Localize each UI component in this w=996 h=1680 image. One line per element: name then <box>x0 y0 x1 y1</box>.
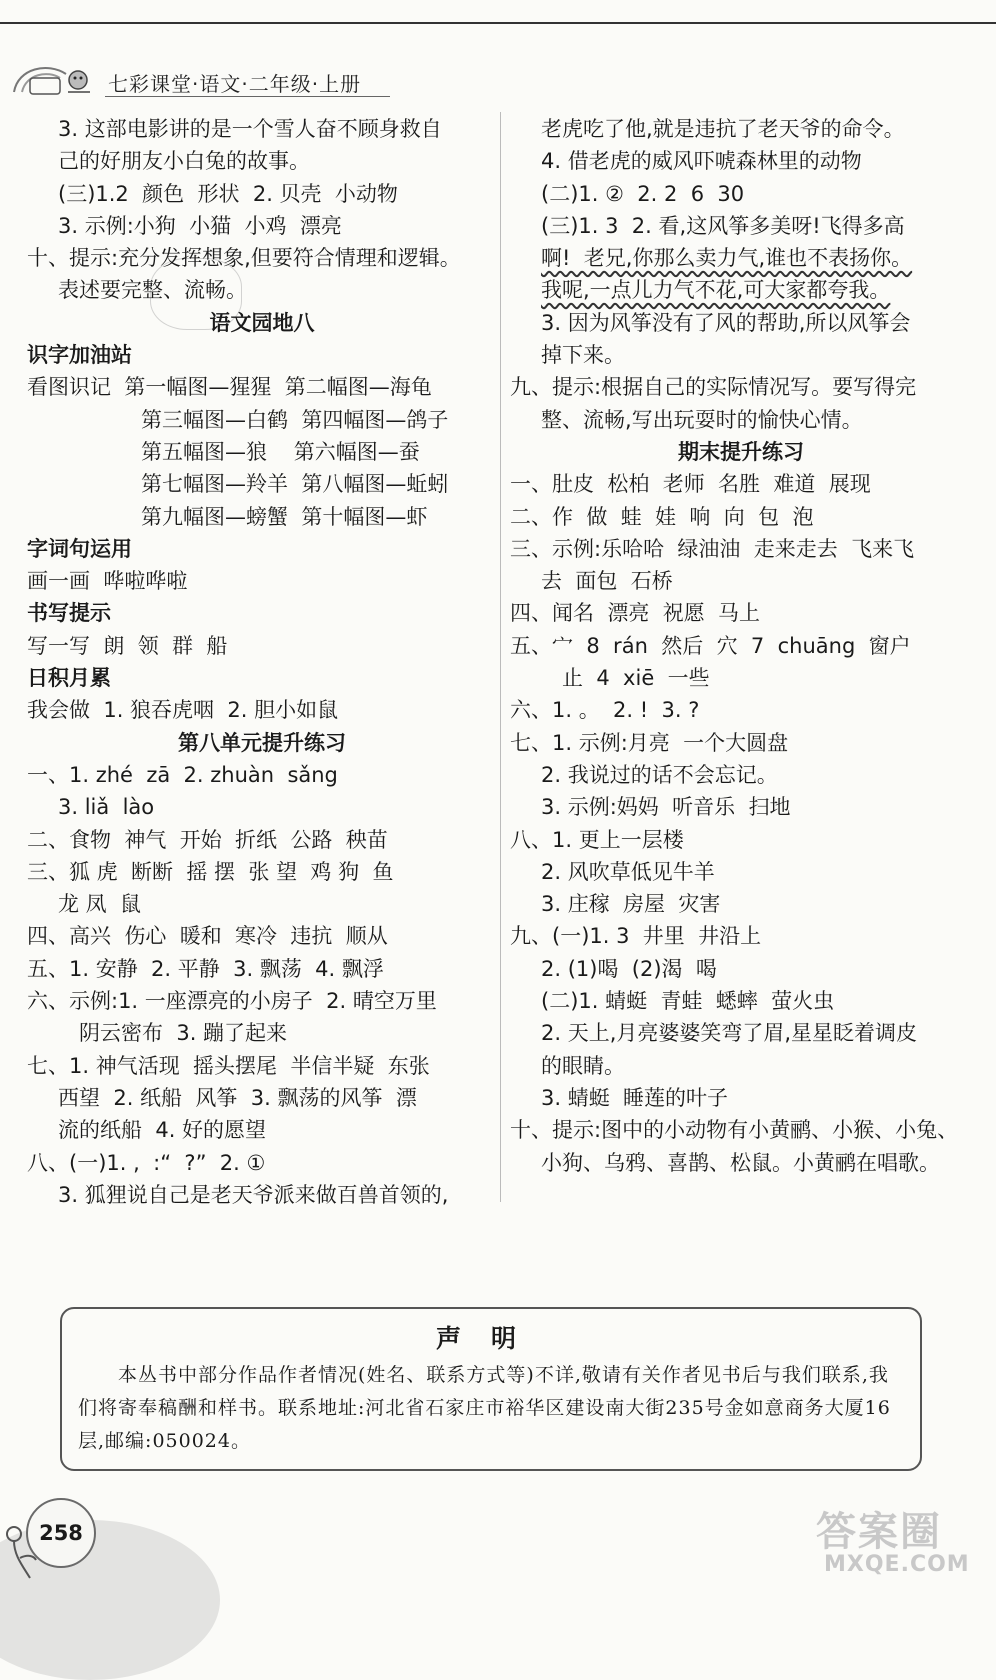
answer-line: 识字加油站 <box>27 343 132 368</box>
answer-line: 3. 庄稼 房屋 灾害 <box>541 892 721 917</box>
answer-line: 八、(一)1. , :“ ?” 2. ① <box>27 1150 266 1175</box>
answer-line: 四、高兴 伤心 暖和 寒冷 违抗 顺从 <box>27 924 388 949</box>
header-underline <box>105 96 390 97</box>
answer-line: 2. 天上,月亮婆婆笑弯了眉,星星眨着调皮 <box>541 1021 918 1046</box>
answer-line: 止 4 xiē 一些 <box>562 666 710 691</box>
left-column <box>27 113 497 1211</box>
answer-line: 期末提升练习 <box>678 439 804 464</box>
answer-line: 我会做 1. 狼吞虎咽 2. 胆小如鼠 <box>27 698 339 723</box>
answer-line: 字词句运用 <box>27 536 132 561</box>
answer-line: 3. 示例:小狗 小猫 小鸡 漂亮 <box>58 213 342 238</box>
answer-line: 表述要完整、流畅。 <box>58 278 247 303</box>
answer-line: (三)1.2 颜色 形状 2. 贝壳 小动物 <box>58 181 398 206</box>
answer-line: 去 面包 石桥 <box>541 569 673 594</box>
answer-line: 五、宀 8 rán 然后 穴 7 chuāng 窗户 <box>510 633 911 658</box>
answer-line: 3. 蜻蜓 睡莲的叶子 <box>541 1085 729 1110</box>
right-column <box>510 113 972 1179</box>
page-number: 258 <box>26 1498 96 1568</box>
notice-body: 本丛书中部分作品作者情况(姓名、联系方式等)不详,敬请有关作者见书后与我们联系,我们将寄奉稿酬和样书。联系地址:河北省石家庄市裕华区建设南大街235号金如意商务大厦16层,邮编:050024。 <box>78 1364 891 1452</box>
answer-line: 八、1. 更上一层楼 <box>510 827 684 852</box>
answer-line: 龙 凤 鼠 <box>58 892 142 917</box>
answer-line: 看图识记 第一幅图—猩猩 第二幅图—海龟 <box>27 375 432 400</box>
answer-line: 2. (1)喝 (2)渴 喝 <box>541 956 717 981</box>
answer-line: 2. 风吹草低见牛羊 <box>541 859 715 884</box>
answer-line: 第五幅图—狼 第六幅图—蚕 <box>141 439 420 464</box>
answer-line: (三)1. 3 2. 看,这风筝多美呀!飞得多高 <box>541 213 905 238</box>
answer-line: 四、闻名 漂亮 祝愿 马上 <box>510 601 761 626</box>
notice-title: 声明 <box>435 1324 546 1353</box>
answer-line: 西望 2. 纸船 风筝 3. 飘荡的风筝 漂 <box>58 1085 417 1110</box>
answer-line: 九、(一)1. 3 井里 井沿上 <box>510 924 762 949</box>
answer-line: 九、提示:根据自己的实际情况写。要写得完 <box>510 375 917 400</box>
answer-line: 掉下来。 <box>541 343 625 368</box>
answer-line: 六、1. 。 2. ! 3. ? <box>510 698 700 723</box>
answer-line: 二、食物 神气 开始 折纸 公路 秧苗 <box>27 827 388 852</box>
answer-line: 老虎吃了他,就是违抗了老天爷的命令。 <box>541 117 905 141</box>
watermark <box>810 1500 990 1590</box>
column-divider <box>500 112 501 1202</box>
answer-line: 画一画 哗啦哗啦 <box>27 569 188 594</box>
answer-line: 3. 因为风筝没有了风的帮助,所以风筝会 <box>541 310 911 335</box>
answer-line: 十、提示:图中的小动物有小黄鹂、小猴、小兔、 <box>510 1118 959 1143</box>
answer-line: (二)1. 蜻蜓 青蛙 蟋蟀 萤火虫 <box>541 989 835 1014</box>
watermark-line1: 答案圈 <box>816 1509 942 1555</box>
answer-line: 3. 这部电影讲的是一个雪人奋不顾身救自 <box>58 117 442 141</box>
answer-line: 第三幅图—白鹤 第四幅图—鸽子 <box>141 407 449 432</box>
answer-line: 一、1. zhé zā 2. zhuàn sǎng <box>27 762 338 787</box>
watermark-line2: MXQE.COM <box>824 1552 970 1577</box>
rainbow-logo-icon <box>8 58 103 98</box>
answer-line: 啊! 老兄,你那么卖力气,谁也不表扬你。 <box>541 246 913 271</box>
answer-line: 七、1. 示例:月亮 一个大圆盘 <box>510 730 789 755</box>
answer-line: 的眼睛。 <box>541 1053 625 1078</box>
answer-line: 我呢,一点儿力气不花,可大家都夸我。 <box>541 278 891 303</box>
answer-line: 第九幅图—螃蟹 第十幅图—虾 <box>141 504 428 529</box>
answer-line: 语文园地八 <box>209 310 315 335</box>
answer-line: 一、肚皮 松柏 老师 名胜 难道 展现 <box>510 472 871 497</box>
answer-line: 日积月累 <box>27 666 111 691</box>
answer-line: 二、作 做 蛙 娃 响 向 包 泡 <box>510 504 814 529</box>
answer-line: 三、狐 虎 断断 摇 摆 张 望 鸡 狗 鱼 <box>27 859 394 884</box>
answer-line: 十、提示:充分发挥想象,但要符合情理和逻辑。 <box>27 246 461 271</box>
answer-line: 书写提示 <box>27 601 111 626</box>
answer-line: 己的好朋友小白兔的故事。 <box>58 149 310 174</box>
notice-box <box>60 1307 922 1471</box>
answer-line: 3. 示例:妈妈 听音乐 扫地 <box>541 795 791 820</box>
answer-line: 整、流畅,写出玩耍时的愉快心情。 <box>541 407 863 432</box>
answer-line: 小狗、乌鸦、喜鹊、松鼠。小黄鹂在唱歌。 <box>541 1150 940 1175</box>
answer-line: 第八单元提升练习 <box>178 730 346 755</box>
answer-line: 流的纸船 4. 好的愿望 <box>58 1118 267 1143</box>
answer-line: 七、1. 神气活现 摇头摆尾 半信半疑 东张 <box>27 1053 430 1078</box>
answer-line: 六、示例:1. 一座漂亮的小房子 2. 晴空万里 <box>27 989 437 1014</box>
answer-line: 三、示例:乐哈哈 绿油油 走来走去 飞来飞 <box>510 536 915 561</box>
answer-line: 3. liǎ lào <box>58 795 155 820</box>
answer-line: (二)1. ② 2. 2 6 30 <box>541 181 745 206</box>
answer-line: 第七幅图—羚羊 第八幅图—蚯蚓 <box>141 472 449 497</box>
answer-line: 4. 借老虎的威风吓唬森林里的动物 <box>541 149 862 174</box>
header-title: 七彩课堂·语文·二年级·上册 <box>108 72 362 96</box>
page-header <box>0 58 996 98</box>
answer-line: 3. 狐狸说自己是老天爷派来做百兽首领的, <box>58 1182 449 1207</box>
answer-line: 五、1. 安静 2. 平静 3. 飘荡 4. 飘浮 <box>27 956 384 981</box>
answer-line: 写一写 朗 领 群 船 <box>27 633 228 658</box>
answer-line: 2. 我说过的话不会忘记。 <box>541 762 778 787</box>
answer-line: 阴云密布 3. 蹦了起来 <box>79 1021 288 1046</box>
top-border <box>0 22 996 24</box>
